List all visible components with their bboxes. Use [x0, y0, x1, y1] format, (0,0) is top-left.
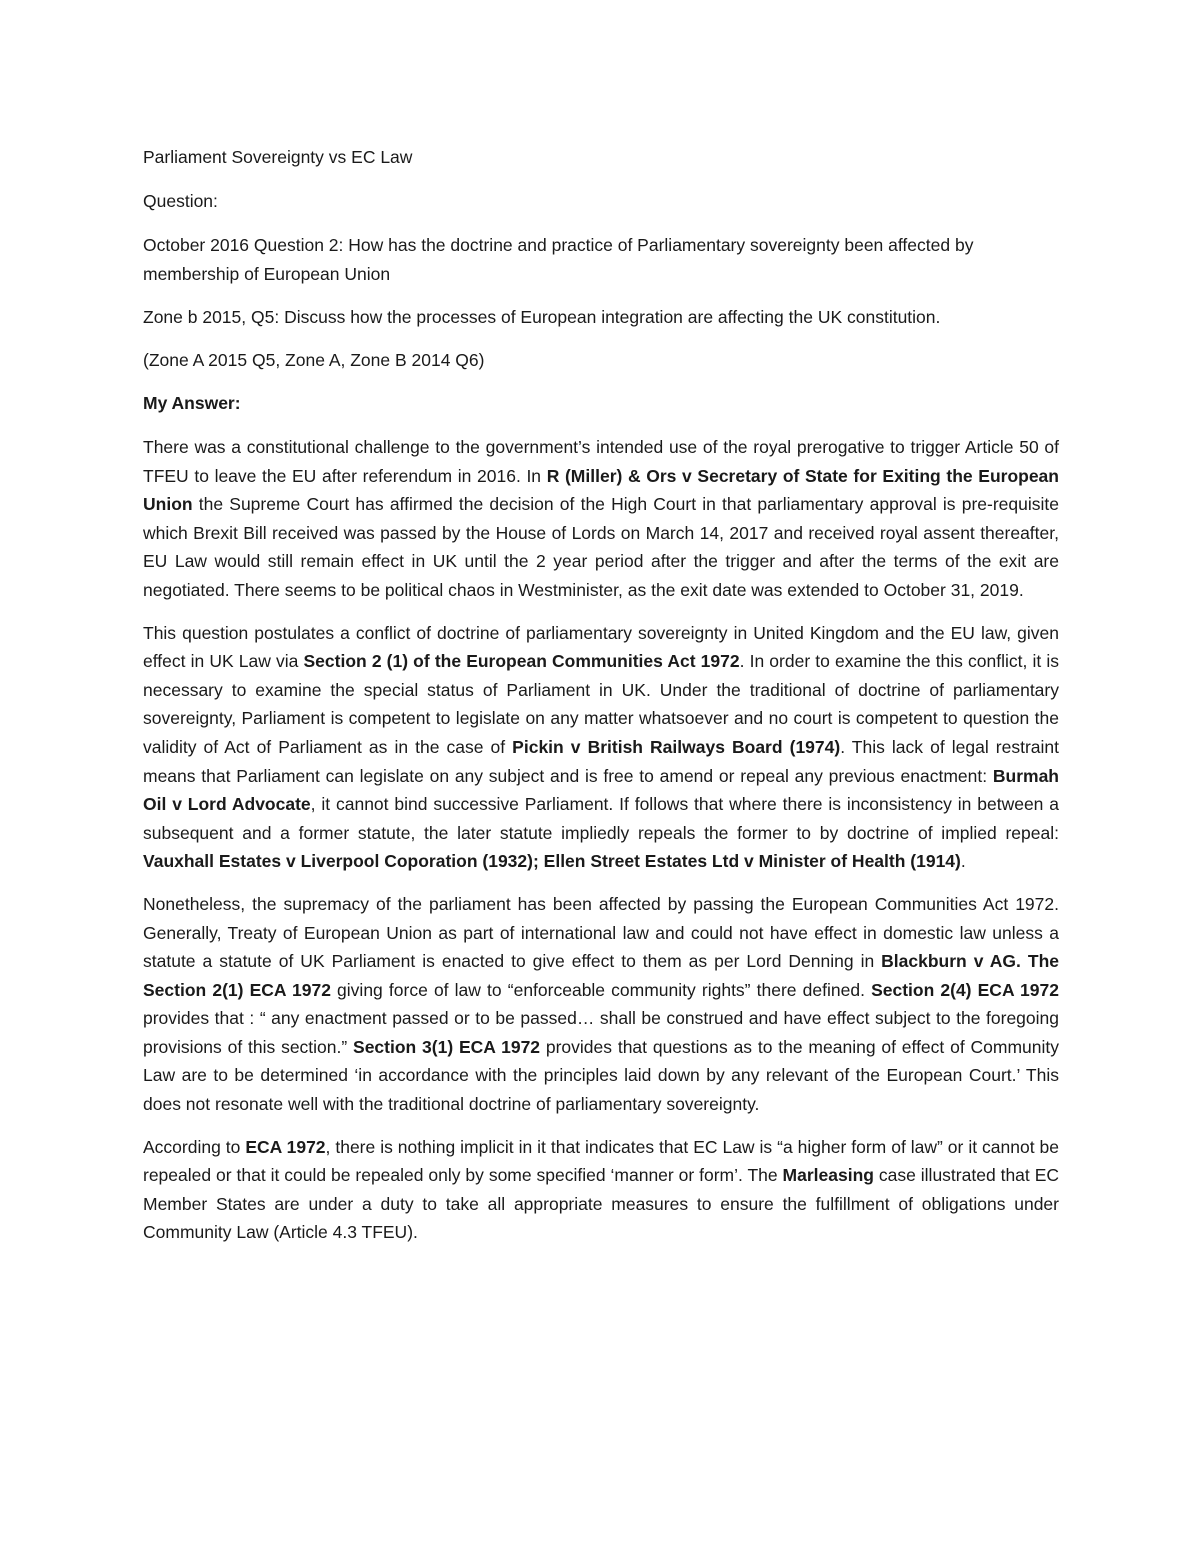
- case-citation: R (Miller) & Ors v Secretary of State for Exiting the European Union: [143, 465, 1059, 515]
- question-2-lead: Zone b 2015, Q5:: [143, 307, 280, 327]
- question-1: [143, 231, 1059, 289]
- case-citation: Pickin v British Railways Board (1974): [512, 736, 841, 757]
- statute-citation: Section 2(4) ECA 1972: [871, 979, 1059, 1000]
- case-citation: Burmah Oil v Lord Advocate: [143, 765, 1059, 815]
- answer-paragraph-1: There was a constitutional challenge to the government’s intended use of the royal prerogative to trigger Article 50 of TFEU to leave the EU after referendum in 2016. In R (Miller) & Ors v Secretary of State for Exiting the European Union the Supreme Court has affirmed the decision of the High Court in that parliamentary approval is pre-requisite which Brexit Bill received was passed by the House of Lords on March 14, 2017 and received royal assent thereafter, EU Law would still remain effect in UK until the 2 year period after the trigger and after the terms of the exit are negotiated. There seems to be political chaos in Westminister, as the exit date was extended to October 31, 2019.: [143, 437, 1059, 600]
- statute-citation: Section 3(1) ECA 1972: [353, 1036, 541, 1057]
- question-1-text: How has the doctrine and practice of Parliamentary sovereignty been affected by membership of European Union: [143, 235, 974, 284]
- statute-citation: ECA 1972: [245, 1136, 326, 1157]
- statute-citation: Section 2 (1) of the European Communities Act 1972: [303, 651, 740, 672]
- answer-paragraph-3: Nonetheless, the supremacy of the parliament has been affected by passing the European Communities Act 1972. Generally, Treaty of European Union as part of international law and could not have effect in domestic law unless a statute a statute of UK Parliament is enacted to give effect to them as per Lord Denning in Blackburn v AG. The Section 2(1) ECA 1972 giving force of law to “enforceable community rights” there defined. Section 2(4) ECA 1972 provides that : “ any enactment passed or to be passed… shall be construed and have effect subject to the foregoing provisions of this section.” Section 3(1) ECA 1972 provides that questions as to the meaning of effect of Community Law are to be determined ‘in accordance with the principles laid down by any relevant of the European Court.’ This does not resonate well with the traditional doctrine of parliamentary sovereignty.: [143, 893, 1059, 1115]
- document-title: Parliament Sovereignty vs EC Law: [143, 147, 413, 167]
- question-3: [143, 346, 1059, 375]
- case-citation: Vauxhall Estates v Liverpool Coporation (1932); Ellen Street Estates Ltd v Minister of Health (1914): [143, 851, 961, 872]
- answer-paragraph-2: This question postulates a conflict of doctrine of parliamentary sovereignty in United Kingdom and the EU law, given effect in UK Law via Section 2 (1) of the European Communities Act 1972. In order to examine the this conflict, it is necessary to examine the special status of Parliament in UK. Under the traditional of doctrine of parliamentary sovereignty, Parliament is competent to legislate on any matter whatsoever and no court is competent to question the validity of Act of Parliament as in the case of Pickin v British Railways Board (1974). This lack of legal restraint means that Parliament can legislate on any subject and is free to amend or repeal any previous enactment: Burmah Oil v Lord Advocate, it cannot bind successive Parliament. If follows that where there is inconsistency in between a subsequent and a former statute, the later statute impliedly repeals the former to by doctrine of implied repeal: Vauxhall Estates v Liverpool Coporation (1932); Ellen Street Estates Ltd v Minister of Health (1914).: [143, 622, 1059, 872]
- question-2: [143, 303, 1059, 332]
- question-label: Question:: [143, 191, 218, 211]
- answer-paragraph-4: According to ECA 1972, there is nothing implicit in it that indicates that EC Law is “a higher form of law” or it cannot be repealed or that it could be repealed only by some specified ‘manner or form’. The Marleasing case illustrated that EC Member States are under a duty to take all appropriate measures to ensure the fulfillment of obligations under Community Law (Article 4.3 TFEU).: [143, 1136, 1059, 1243]
- question-2-text: Discuss how the processes of European integration are affecting the UK constitution.: [279, 307, 941, 327]
- question-3-text: (Zone A 2015 Q5, Zone A, Zone B 2014 Q6): [143, 350, 485, 370]
- document-body: [143, 143, 1059, 1261]
- answer-label: My Answer:: [143, 393, 241, 413]
- case-citation: Marleasing: [782, 1165, 874, 1186]
- question-1-lead: October 2016 Question 2:: [143, 235, 344, 255]
- case-citation: Blackburn v AG. The Section 2(1) ECA 1972: [143, 951, 1059, 1000]
